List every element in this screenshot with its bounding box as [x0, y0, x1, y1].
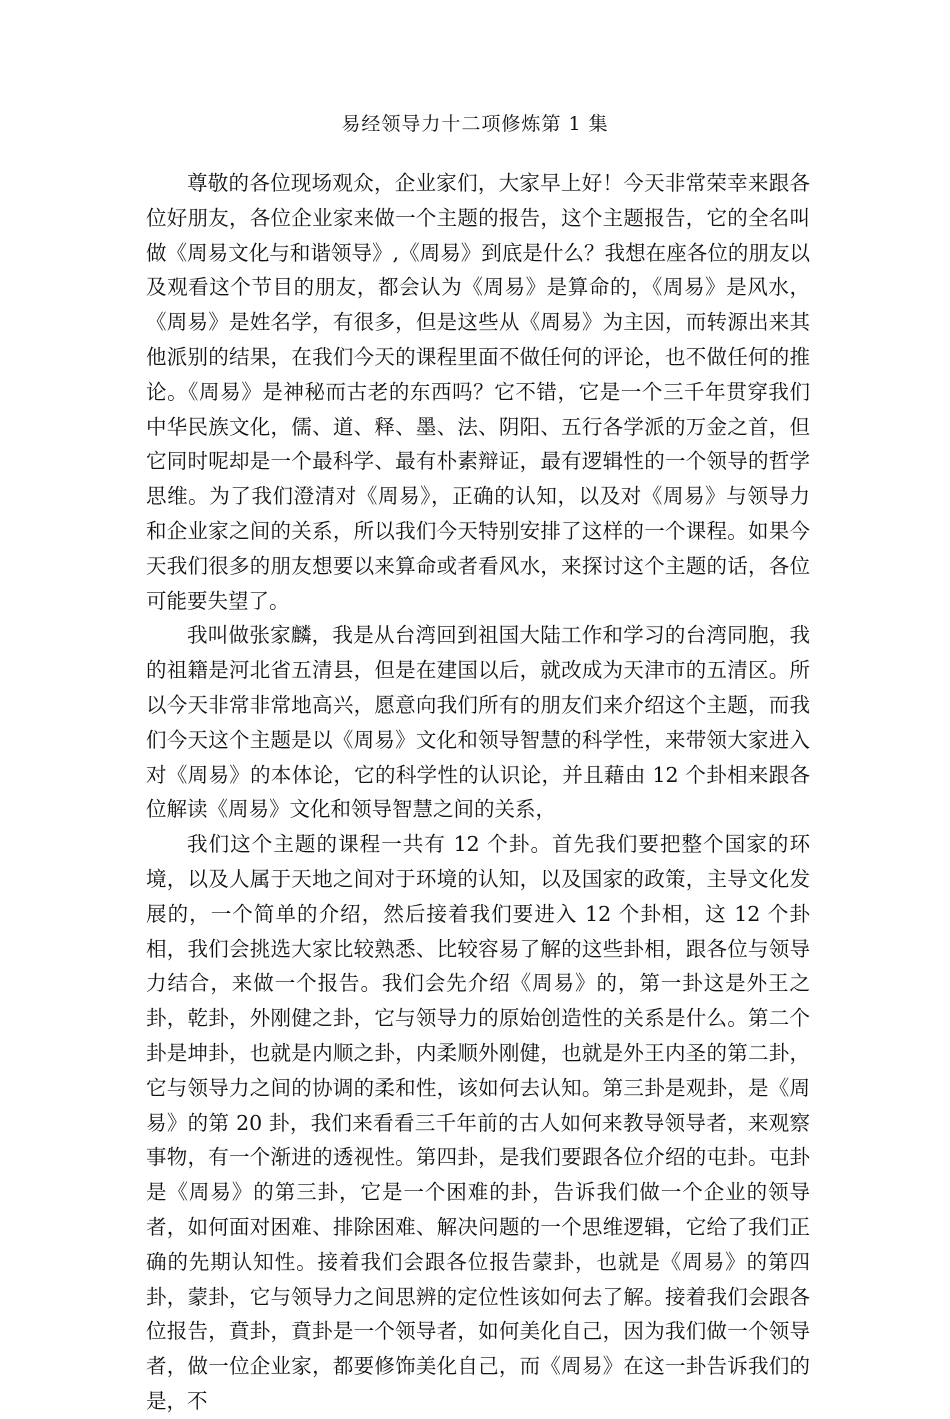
paragraph-greeting: 尊敬的各位现场观众，企业家们，大家早上好！今天非常荣幸来跟各位好朋友，各位企业家来做一个主题的报告，这个主题报告，它的全名叫做《周易文化与和谐领导》,《周易》到底是什么？我想在座各位的朋友以及观看这个节目的朋友，都会认为《周易》是算命的，《周易》是风水，《周易》是姓名学，有很多，但是这些从《周易》为主因，而转源出来其他派别的结果，在我们今天的课程里面不做任何的评论，也不做任何的推论。《周易》是神秘而古老的东西吗？它不错，它是一个三千年贯穿我们中华民族文化，儒、道、释、墨、法、阴阳、五行各学派的万金之首，但它同时呢却是一个最科学、最有朴素辩证，最有逻辑性的一个领导的哲学思维。为了我们澄清对《周易》，正确的认知，以及对《周易》与领导力和企业家之间的关系，所以我们今天特别安排了这样的一个课程。如果今天我们很多的朋友想要以来算命或者看风水，来探讨这个主题的话，各位可能要失望了。 [146, 171, 810, 613]
document-body [146, 166, 810, 1419]
paragraph-course-outline: 我们这个主题的课程一共有 12 个卦。首先我们要把整个国家的环境，以及人属于天地之间对于环境的认知，以及国家的政策，主导文化发展的，一个简单的介绍，然后接着我们要进入 12 个卦相，这 12 个卦相，我们会挑选大家比较熟悉、比较容易了解的这些卦相，跟各位与领导力结合，来做一个报告。我们会先介绍《周易》的，第一卦这是外王之卦，乾卦，外刚健之卦，它与领导力的原始创造性的关系是什么。第二个卦是坤卦，也就是内顺之卦，内柔顺外刚健，也就是外王内圣的第二卦，它与领导力之间的协调的柔和性，该如何去认知。第三卦是观卦，是《周易》的第 20 卦，我们来看看三千年前的古人如何来教导领导者，来观察事物，有一个渐进的透视性。第四卦，是我们要跟各位介绍的屯卦。屯卦是《周易》的第三卦，它是一个困难的卦，告诉我们做一个企业的领导者，如何面对困难、排除困难、解决问题的一个思维逻辑，它给了我们正确的先期认知性。接着我们会跟各位报告蒙卦，也就是《周易》的第四卦，蒙卦，它与领导力之间思辨的定位性该如何去了解。接着我们会跟各位报告，賁卦，賁卦是一个领导者，如何美化自己，因为我们做一个领导者，做一位企业家，都要修饰美化自己，而《周易》在这一卦告诉我们的是，不 [146, 832, 810, 1413]
document-title: 易经领导力十二项修炼第 1 集 [341, 113, 609, 135]
paragraph-self-introduction: 我叫做张家麟，我是从台湾回到祖国大陆工作和学习的台湾同胞，我的祖籍是河北省五清县，但是在建国以后，就改成为天津市的五清区。所以今天非常非常地高兴，愿意向我们所有的朋友们来介绍这个主题，而我们今天这个主题是以《周易》文化和领导智慧的科学性，来带领大家进入对《周易》的本体论，它的科学性的认识论，并且藉由 12 个卦相来跟各位解读《周易》文化和领导智慧之间的关系， [146, 623, 810, 822]
